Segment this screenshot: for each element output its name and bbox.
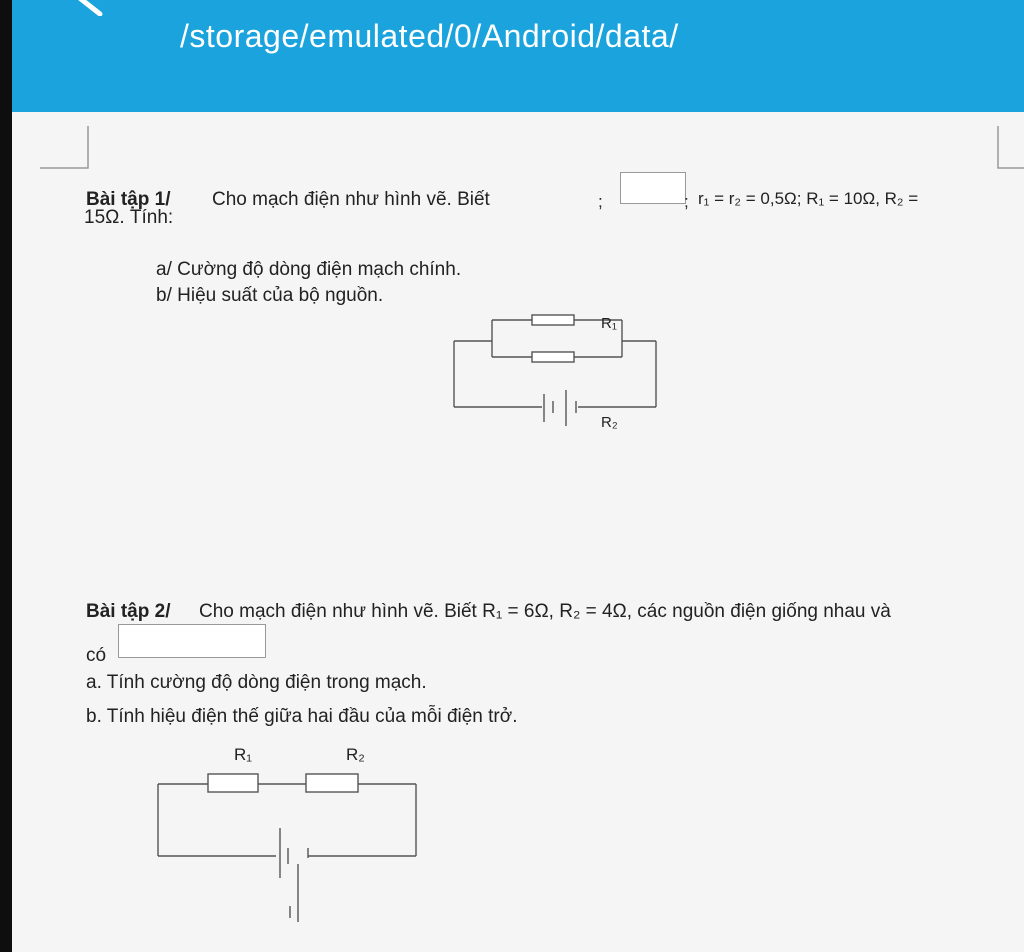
- back-arrow-icon[interactable]: [70, 0, 110, 16]
- ex2-title: Bài tập 2/: [86, 601, 171, 622]
- ex2-question-a: a. Tính cường độ dòng điện trong mạch.: [86, 672, 427, 693]
- file-path-title: /storage/emulated/0/Android/data/: [180, 18, 679, 54]
- ex1-label-r2: R₂: [601, 414, 618, 431]
- ex1-title: Bài tập 1/: [86, 189, 171, 210]
- ex1-separator-2: ;: [684, 192, 689, 211]
- ex2-co: có: [86, 645, 107, 666]
- ex1-intro: Cho mạch điện như hình vẽ. Biết: [212, 189, 490, 210]
- ex1-circuit-diagram: [440, 300, 680, 450]
- page-corner-left: [40, 124, 92, 172]
- ex1-separator: ;: [598, 192, 603, 211]
- ex2-circuit-diagram: [150, 736, 430, 936]
- ex1-question-b: b/ Hiệu suất của bộ nguồn.: [156, 285, 384, 306]
- ex2-equation-image: [118, 624, 266, 658]
- ex2-question-b: b. Tính hiệu điện thế giữa hai đầu của mỗi điện trở.: [86, 706, 518, 727]
- page-corner-right: [994, 124, 1024, 172]
- ex1-equation-image: [620, 172, 686, 204]
- ex2-intro: Cho mạch điện như hình vẽ. Biết R₁ = 6Ω, R₂ = 4Ω, các nguồn điện giống nhau và: [199, 601, 891, 622]
- ex1-given-values: r₁ = r₂ = 0,5Ω; R₁ = 10Ω, R₂ =: [698, 189, 919, 208]
- ex1-label-r1: R₁: [601, 315, 617, 332]
- screen-edge: [0, 0, 12, 952]
- ex2-label-r2: R₂: [346, 745, 365, 764]
- ex1-question-a: a/ Cường độ dòng điện mạch chính.: [156, 259, 462, 280]
- app-header: [0, 0, 1024, 112]
- ex1-continuation: 15Ω. Tính:: [84, 207, 174, 228]
- ex2-label-r1: R₁: [234, 745, 253, 764]
